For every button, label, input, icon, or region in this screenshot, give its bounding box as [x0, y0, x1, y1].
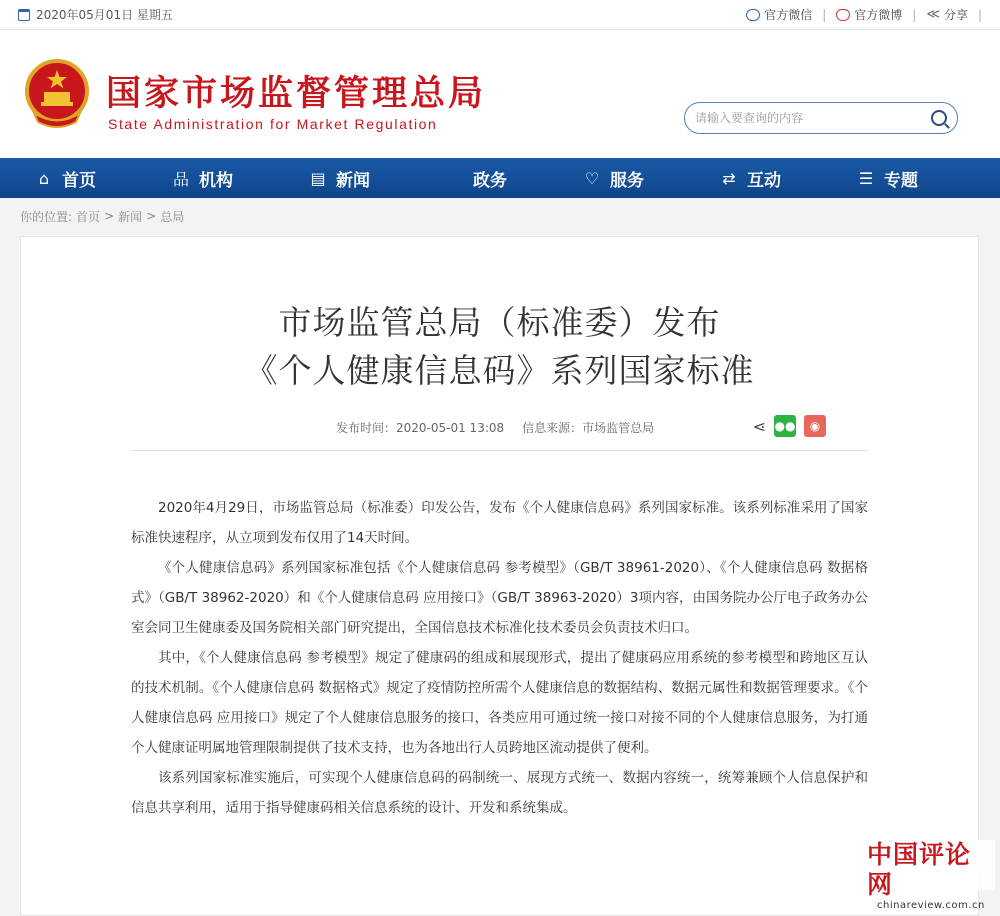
breadcrumb-separator: >: [146, 209, 157, 223]
nav-item-interaction[interactable]: [719, 166, 856, 191]
date-display: [18, 6, 173, 23]
list-icon: ☰: [858, 168, 874, 188]
divider: |: [977, 7, 982, 22]
article-paragraph: 2020年4月29日，市场监管总局（标准委）印发公告，发布《个人健康信息码》系列国家标准。该系列标准采用了国家标准快速程序，从立项到发布仅用了14天时间。: [131, 500, 868, 546]
calendar-icon: [18, 9, 30, 21]
top-bar: [0, 0, 1000, 30]
exchange-icon: ⇄: [722, 168, 736, 188]
site-header: [0, 30, 1000, 158]
watermark-url: chinareview.com.cn: [877, 900, 985, 911]
publish-time: 发布时间：2020-05-01 13:08: [336, 421, 505, 435]
divider: |: [912, 7, 917, 22]
nav-item-home[interactable]: [34, 166, 171, 191]
breadcrumb-news[interactable]: 新闻: [118, 209, 143, 224]
search-box: [684, 102, 958, 134]
nav-label: 专题: [884, 170, 918, 191]
nav-item-government-affairs[interactable]: [445, 166, 582, 191]
official-wechat-link[interactable]: [746, 6, 812, 23]
site-title[interactable]: 国家市场监督管理总局: [106, 73, 487, 114]
divider: |: [822, 7, 827, 22]
official-weibo-label: 官方微博: [854, 8, 903, 22]
date-text: 2020年05月01日 星期五: [36, 8, 173, 22]
nav-item-organization[interactable]: [171, 166, 308, 191]
nav-label: 首页: [62, 170, 96, 191]
breadcrumb-home[interactable]: 首页: [76, 209, 101, 224]
nav-item-topics[interactable]: [856, 166, 993, 191]
weibo-share-button[interactable]: [804, 415, 826, 437]
national-emblem-icon[interactable]: [24, 58, 90, 128]
article-share-buttons: [753, 415, 826, 437]
nav-label: 新闻: [336, 170, 370, 191]
news-icon: ▤: [310, 168, 326, 188]
article-title: [21, 299, 978, 395]
search-icon[interactable]: [931, 110, 947, 126]
share-link[interactable]: [926, 6, 968, 23]
heart-icon: ♡: [584, 168, 600, 188]
search-input[interactable]: [695, 111, 931, 125]
watermark-logo: [863, 840, 995, 911]
nav-item-news[interactable]: [308, 166, 445, 191]
article-body: [131, 493, 868, 823]
wechat-share-button[interactable]: [774, 415, 796, 437]
breadcrumb-prefix: 你的位置:: [20, 209, 73, 224]
article-title-line1: 市场监管总局（标准委）发布: [278, 303, 721, 342]
share-icon: ≪: [926, 7, 940, 22]
weibo-icon: [836, 9, 850, 21]
watermark-name: 中国评论网: [867, 840, 972, 899]
wechat-icon: [746, 9, 760, 21]
info-source: 信息来源：市场监管总局: [522, 421, 655, 435]
nav-label: 机构: [199, 170, 233, 191]
article-info: [336, 419, 654, 436]
article-title-line2: 《个人健康信息码》系列国家标准: [244, 351, 755, 390]
org-chart-icon: 品: [172, 169, 189, 189]
share-icon[interactable]: ⋖: [752, 416, 766, 436]
nav-label: 服务: [610, 170, 644, 191]
weibo-icon: ◉: [809, 419, 821, 433]
site-subtitle: State Administration for Market Regulation: [108, 116, 438, 132]
nav-label: 互动: [747, 170, 781, 191]
breadcrumb-separator: >: [104, 209, 115, 223]
nav-label: 政务: [473, 170, 507, 191]
breadcrumb: [0, 198, 1000, 234]
main-nav: [0, 158, 1000, 198]
wechat-icon: ●●: [774, 419, 796, 433]
breadcrumb-headquarters[interactable]: 总局: [160, 209, 185, 224]
home-icon: ⌂: [38, 168, 50, 188]
article-meta: [131, 415, 868, 451]
official-weibo-link[interactable]: [836, 6, 902, 23]
nav-item-services[interactable]: [582, 166, 719, 191]
top-links: [746, 6, 982, 23]
share-label: 分享: [943, 8, 968, 22]
article-paragraph: 其中，《个人健康信息码 参考模型》规定了健康码的组成和展现形式，提出了健康码应用系统的参考模型和跨地区互认的技术机制。《个人健康信息码 数据格式》规定了疫情防控所需个人健康信息的数据结构、数据元属性和数据管理要求。《个人健康信息码 应用接口》规定了个人健康信息服务的接口，各类应用可通过统一接口对接不同的个人健康信息服务，为打通个人健康证明属地管理限制提供了技术支持，也为各地出行人员跨地区流动提供了便利。: [131, 650, 868, 756]
article-paragraph: 该系列国家标准实施后，可实现个人健康信息码的码制统一、展现方式统一、数据内容统一，统筹兼顾个人信息保护和信息共享利用，适用于指导健康码相关信息系统的设计、开发和系统集成。: [131, 770, 868, 816]
article-card: [20, 236, 979, 916]
article-paragraph: 《个人健康信息码》系列国家标准包括《个人健康信息码 参考模型》（GB/T 38961-2020）、《个人健康信息码 数据格式》（GB/T 38962-2020）和《个人健康信息码 应用接口》（GB/T 38963-2020）3项内容，由国务院办公厅电子政务办公室会同卫生健康委及国务院相关部门研究提出，全国信息技术标准化技术委员会负责技术归口。: [131, 560, 868, 636]
official-wechat-label: 官方微信: [764, 8, 813, 22]
